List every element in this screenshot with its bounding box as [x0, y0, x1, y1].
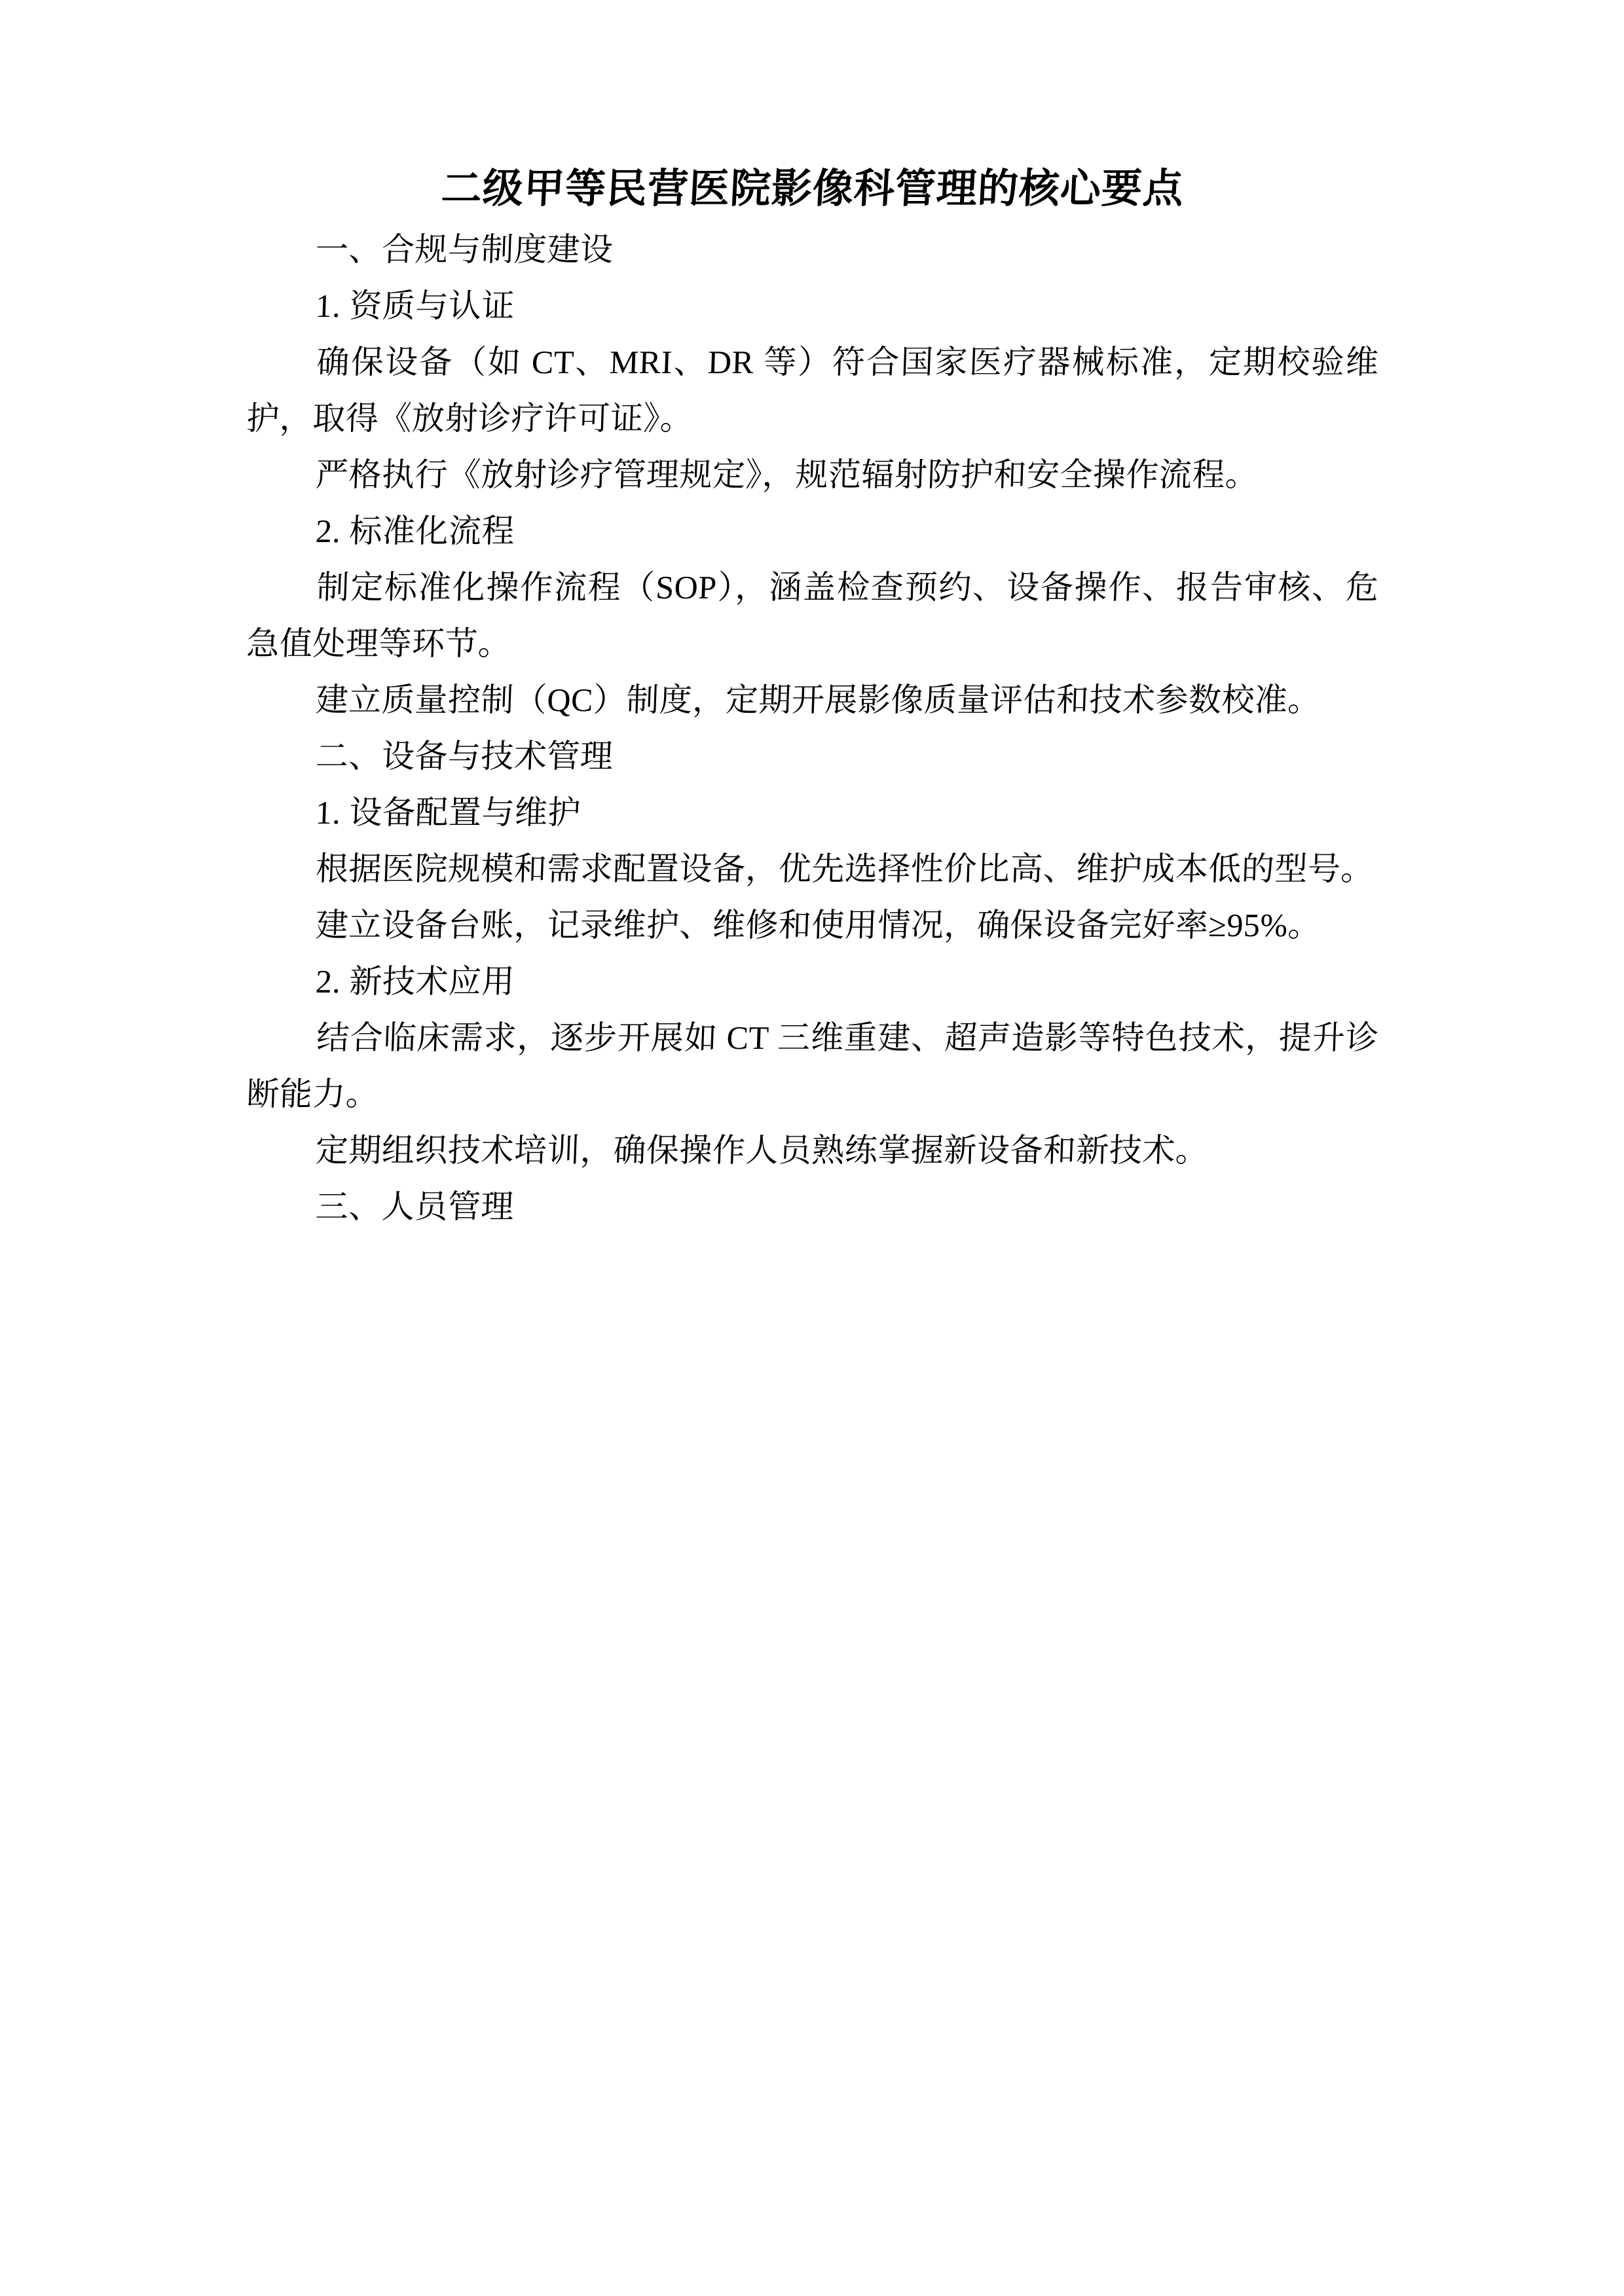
subsection-heading-2-2: 2. 新技术应用 — [315, 963, 515, 1000]
subsection-heading-2-1: 1. 设备配置与维护 — [315, 794, 581, 831]
paragraph-qc-system: 建立质量控制（QC）制度，定期开展影像质量评估和技术参数校准。 — [315, 682, 1321, 718]
paragraph-radiation-regulation-compliance: 严格执行《放射诊疗管理规定》，规范辐射防护和安全操作流程。 — [315, 456, 1259, 493]
paragraph-technical-training: 定期组织技术培训，确保操作人员熟练掌握新设备和新技术。 — [315, 1132, 1209, 1169]
section-heading-2: 二、设备与技术管理 — [315, 738, 614, 774]
paragraph-new-technology-adoption: 结合临床需求，逐步开展如 CT 三维重建、超声造影等特色技术，提升诊断能力。 — [246, 1019, 1380, 1112]
subsection-heading-1-2: 2. 标准化流程 — [315, 513, 515, 549]
paragraph-equipment-configuration: 根据医院规模和需求配置设备，优先选择性价比高、维护成本低的型号。 — [315, 850, 1375, 887]
paragraph-qualification-equipment-standards: 确保设备（如 CT、MRI、DR 等）符合国家医疗器械标准，定期校验维护，取得《放射诊疗许可证》。 — [246, 344, 1380, 437]
section-heading-3: 三、人员管理 — [315, 1188, 515, 1225]
subsection-heading-1-1: 1. 资质与认证 — [315, 287, 515, 324]
paragraph-equipment-ledger: 建立设备台账，记录维护、维修和使用情况，确保设备完好率≥95%。 — [315, 907, 1322, 943]
paragraph-sop-definition: 制定标准化操作流程（SOP），涵盖检查预约、设备操作、报告审核、危急值处理等环节。 — [246, 569, 1380, 662]
section-heading-1: 一、合规与制度建设 — [315, 231, 614, 268]
page-title: 二级甲等民营医院影像科管理的核心要点 — [440, 167, 1185, 211]
document-body — [248, 161, 1378, 1235]
